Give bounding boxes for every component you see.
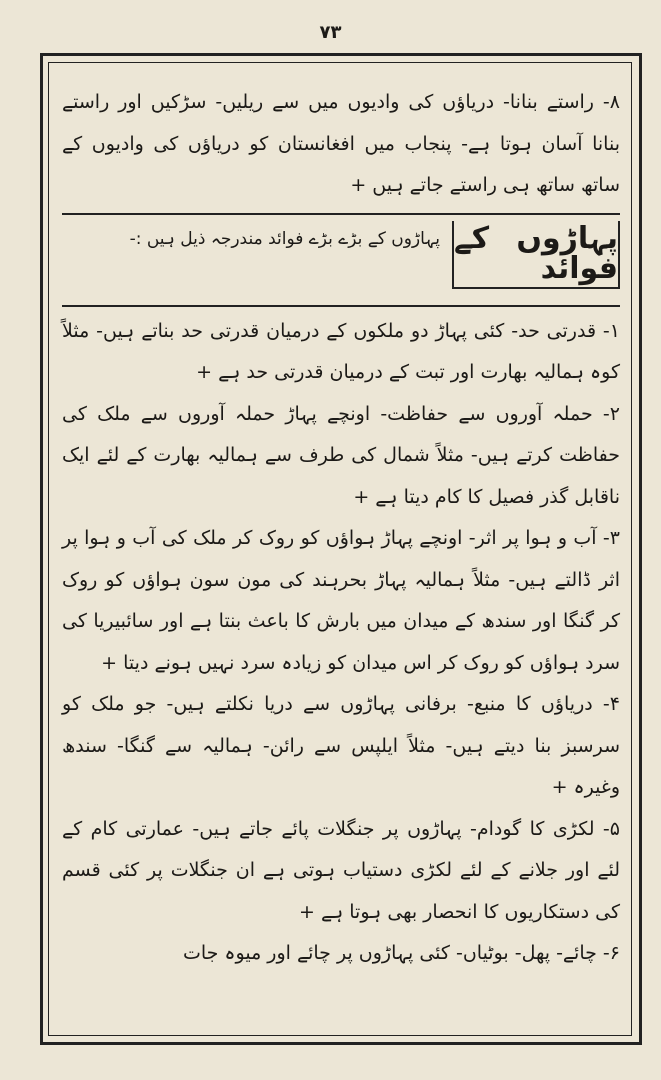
page-number: ۷۳ [319, 22, 342, 43]
list-item-climate-effect: ۳- آب و ہوا پر اثر- اونچے پہاڑ ہواؤں کو روک کر ملک کی آب و ہوا پر اثر ڈالتے ہیں- مثلاً ہمالیہ پہاڑ بحرہند کی مون سون ہواؤں کو روک کر گنگا اور سندھ کے میدان میں بارش کا باعث بنتا ہے اور سائبیریا کی سرد ہواؤں کو روک کر اس میدان کو زیادہ سرد نہیں ہونے دیتا + [62, 527, 620, 674]
section-heading: پہاڑوں کے فوائد [452, 221, 620, 289]
heading-divider [62, 305, 620, 307]
section-divider [62, 213, 620, 215]
page-body [62, 82, 620, 1027]
paragraph-roads: ۸- راستے بنانا- دریاؤں کی وادیوں میں سے ریلیں- سڑکیں اور راستے بنانا آسان ہوتا ہے- پنجاب میں افغانستان کو دریاؤں کی وادیوں کے ساتھ ساتھ ہی راستے جاتے ہیں + [62, 91, 620, 196]
list-item-tea-fruits: ۶- چائے- پھل- بوٹیاں- کئی پہاڑوں پر چائے اور میوہ جات [182, 942, 620, 964]
list-item-timber: ۵- لکڑی کا گودام- پہاڑوں پر جنگلات پائے جاتے ہیں- عمارتی کام کے لئے اور جلانے کے لئے لکڑی دستیاب ہوتی ہے ان جنگلات پر کئی قسم کی دستکاریوں کا انحصار بھی ہوتا ہے + [62, 817, 620, 923]
list-item-natural-boundary: ۱- قدرتی حد- کئی پہاڑ دو ملکوں کے درمیان قدرتی حد بناتے ہیں- مثلاً کوہ ہمالیہ بھارت اور تبت کے درمیان قدرتی حد ہے + [62, 319, 620, 383]
list-item-river-source: ۴- دریاؤں کا منبع- برفانی پہاڑوں سے دریا نکلتے ہیں- جو ملک کو سرسبز بنا دیتے ہیں- مثلاً ایلپس سے رائن- ہمالیہ سے گنگا- سندھ وغیرہ + [62, 693, 620, 798]
section-intro: پہاڑوں کے بڑے بڑے فوائد مندرجہ ذیل ہیں :- [129, 228, 440, 249]
list-item-protection: ۲- حملہ آوروں سے حفاظت- اونچے پہاڑ حملہ آوروں سے ملک کی حفاظت کرتے ہیں- مثلاً شمال کی طرف سے ہمالیہ بھارت کے لئے ایک ناقابل گذر فصیل کا کام دیتا ہے + [62, 402, 620, 508]
